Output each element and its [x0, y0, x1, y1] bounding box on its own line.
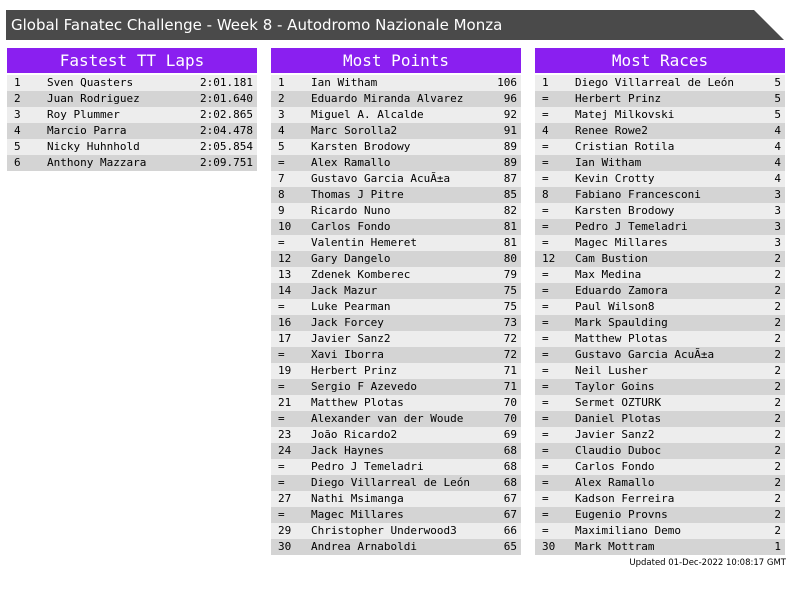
value-cell: 66 — [503, 524, 517, 537]
position-cell: 13 — [278, 268, 292, 281]
position-cell: = — [542, 524, 549, 537]
position-cell: = — [542, 396, 549, 409]
position-cell: 19 — [278, 364, 292, 377]
driver-name-cell: Ian Witham — [311, 76, 378, 89]
position-cell: = — [542, 492, 549, 505]
driver-name-cell: Luke Pearman — [311, 300, 391, 313]
driver-name-cell: Jack Forcey — [311, 316, 384, 329]
table-row — [7, 75, 257, 91]
value-cell: 2 — [774, 268, 781, 281]
table-row — [271, 507, 521, 523]
table-row — [271, 283, 521, 299]
table-row — [271, 123, 521, 139]
table-row — [271, 75, 521, 91]
value-cell: 96 — [503, 92, 517, 105]
table-row — [535, 507, 785, 523]
driver-name-cell: Gary Dangelo — [311, 252, 391, 265]
value-cell: 2 — [774, 364, 781, 377]
position-cell: 30 — [278, 540, 292, 553]
position-cell: 1 — [278, 76, 285, 89]
driver-name-cell: Diego Villarreal de León — [575, 76, 734, 89]
table-row — [271, 427, 521, 443]
driver-name-cell: Sermet OZTURK — [575, 396, 662, 409]
fastest-tt-laps-list — [7, 75, 257, 171]
driver-name-cell: Herbert Prinz — [311, 364, 398, 377]
value-cell: 68 — [503, 476, 517, 489]
position-cell: 12 — [542, 252, 556, 265]
table-row — [271, 139, 521, 155]
value-cell: 2:09.751 — [200, 156, 253, 169]
driver-name-cell: Mark Mottram — [575, 540, 655, 553]
position-cell: = — [542, 332, 549, 345]
value-cell: 2 — [774, 524, 781, 537]
driver-name-cell: Gustavo Garcia AcuÃ±a — [311, 172, 451, 185]
table-row — [271, 363, 521, 379]
position-cell: 29 — [278, 524, 292, 537]
table-row — [271, 475, 521, 491]
position-cell: 30 — [542, 540, 556, 553]
table-row — [271, 459, 521, 475]
position-cell: = — [542, 284, 549, 297]
table-row — [271, 107, 521, 123]
position-cell: = — [278, 236, 285, 249]
most-races-list — [535, 75, 785, 555]
driver-name-cell: Cam Bustion — [575, 252, 648, 265]
position-cell: 10 — [278, 220, 292, 233]
table-row — [535, 203, 785, 219]
position-cell: 5 — [14, 140, 21, 153]
driver-name-cell: Kadson Ferreira — [575, 492, 675, 505]
table-row — [7, 155, 257, 171]
position-cell: = — [542, 476, 549, 489]
value-cell: 89 — [503, 156, 517, 169]
driver-name-cell: Marc Sorolla2 — [311, 124, 398, 137]
value-cell: 3 — [774, 204, 781, 217]
driver-name-cell: Sven Quasters — [47, 76, 134, 89]
table-row — [535, 475, 785, 491]
driver-name-cell: Eduardo Miranda Alvarez — [311, 92, 464, 105]
table-row — [535, 331, 785, 347]
driver-name-cell: Miguel A. Alcalde — [311, 108, 424, 121]
driver-name-cell: Magec Millares — [311, 508, 404, 521]
value-cell: 81 — [503, 236, 517, 249]
driver-name-cell: Pedro J Temeladri — [311, 460, 424, 473]
value-cell: 68 — [503, 460, 517, 473]
table-row — [271, 491, 521, 507]
position-cell: 9 — [278, 204, 285, 217]
value-cell: 82 — [503, 204, 517, 217]
table-row — [535, 75, 785, 91]
position-cell: 3 — [14, 108, 21, 121]
driver-name-cell: Kevin Crotty — [575, 172, 655, 185]
driver-name-cell: Ricardo Nuno — [311, 204, 391, 217]
most-points-panel — [271, 48, 521, 555]
driver-name-cell: Valentin Hemeret — [311, 236, 417, 249]
position-cell: 8 — [542, 188, 549, 201]
driver-name-cell: Jack Haynes — [311, 444, 384, 457]
value-cell: 2 — [774, 412, 781, 425]
table-row — [271, 411, 521, 427]
position-cell: = — [542, 140, 549, 153]
driver-name-cell: Max Medina — [575, 268, 642, 281]
table-row — [271, 331, 521, 347]
position-cell: 4 — [542, 124, 549, 137]
table-row — [535, 411, 785, 427]
value-cell: 65 — [503, 540, 517, 553]
value-cell: 71 — [503, 364, 517, 377]
most-races-header: Most Races — [535, 48, 785, 73]
value-cell: 72 — [503, 348, 517, 361]
table-row — [535, 395, 785, 411]
table-row — [535, 107, 785, 123]
position-cell: = — [542, 412, 549, 425]
value-cell: 75 — [503, 300, 517, 313]
table-row — [535, 251, 785, 267]
value-cell: 3 — [774, 188, 781, 201]
value-cell: 73 — [503, 316, 517, 329]
position-cell: = — [542, 236, 549, 249]
driver-name-cell: Nathi Msimanga — [311, 492, 404, 505]
table-row — [7, 123, 257, 139]
table-row — [535, 219, 785, 235]
table-row — [535, 299, 785, 315]
position-cell: 1 — [14, 76, 21, 89]
driver-name-cell: Alex Ramallo — [311, 156, 391, 169]
table-row — [535, 539, 785, 555]
table-row — [271, 251, 521, 267]
table-row — [535, 91, 785, 107]
value-cell: 2 — [774, 380, 781, 393]
driver-name-cell: Mark Spaulding — [575, 316, 668, 329]
position-cell: 2 — [278, 92, 285, 105]
position-cell: 8 — [278, 188, 285, 201]
table-row — [535, 491, 785, 507]
value-cell: 70 — [503, 396, 517, 409]
position-cell: = — [278, 412, 285, 425]
driver-name-cell: Thomas J Pitre — [311, 188, 404, 201]
value-cell: 2 — [774, 428, 781, 441]
table-row — [271, 219, 521, 235]
driver-name-cell: Nicky Huhnhold — [47, 140, 140, 153]
position-cell: = — [278, 508, 285, 521]
driver-name-cell: Claudio Duboc — [575, 444, 662, 457]
driver-name-cell: Zdenek Komberec — [311, 268, 411, 281]
table-row — [535, 379, 785, 395]
value-cell: 3 — [774, 236, 781, 249]
table-row — [535, 171, 785, 187]
value-cell: 75 — [503, 284, 517, 297]
value-cell: 2 — [774, 348, 781, 361]
value-cell: 4 — [774, 140, 781, 153]
value-cell: 69 — [503, 428, 517, 441]
value-cell: 2 — [774, 252, 781, 265]
table-row — [535, 315, 785, 331]
value-cell: 2:01.181 — [200, 76, 253, 89]
value-cell: 2:05.854 — [200, 140, 253, 153]
position-cell: 7 — [278, 172, 285, 185]
value-cell: 2 — [774, 492, 781, 505]
value-cell: 5 — [774, 76, 781, 89]
driver-name-cell: Jack Mazur — [311, 284, 378, 297]
driver-name-cell: Maximiliano Demo — [575, 524, 681, 537]
driver-name-cell: Magec Millares — [575, 236, 668, 249]
value-cell: 2 — [774, 444, 781, 457]
value-cell: 1 — [774, 540, 781, 553]
driver-name-cell: Paul Wilson8 — [575, 300, 655, 313]
value-cell: 106 — [497, 76, 517, 89]
table-row — [271, 203, 521, 219]
value-cell: 2 — [774, 396, 781, 409]
position-cell: = — [542, 460, 549, 473]
table-row — [535, 363, 785, 379]
table-row — [7, 91, 257, 107]
driver-name-cell: Ian Witham — [575, 156, 642, 169]
most-points-list — [271, 75, 521, 555]
value-cell: 71 — [503, 380, 517, 393]
position-cell: = — [542, 316, 549, 329]
driver-name-cell: Eduardo Zamora — [575, 284, 668, 297]
value-cell: 72 — [503, 332, 517, 345]
position-cell: = — [542, 380, 549, 393]
table-row — [535, 459, 785, 475]
table-row — [535, 123, 785, 139]
value-cell: 80 — [503, 252, 517, 265]
position-cell: = — [542, 348, 549, 361]
driver-name-cell: Gustavo Garcia AcuÃ±a — [575, 348, 715, 361]
driver-name-cell: Renee Rowe2 — [575, 124, 648, 137]
page-banner — [6, 10, 784, 40]
driver-name-cell: Cristian Rotila — [575, 140, 675, 153]
driver-name-cell: Pedro J Temeladri — [575, 220, 688, 233]
position-cell: = — [542, 156, 549, 169]
value-cell: 91 — [503, 124, 517, 137]
table-row — [271, 155, 521, 171]
driver-name-cell: Eugenio Provns — [575, 508, 668, 521]
position-cell: = — [542, 268, 549, 281]
table-row — [271, 267, 521, 283]
table-row — [535, 523, 785, 539]
value-cell: 87 — [503, 172, 517, 185]
value-cell: 4 — [774, 124, 781, 137]
table-row — [7, 139, 257, 155]
position-cell: 6 — [14, 156, 21, 169]
table-row — [271, 395, 521, 411]
position-cell: = — [542, 204, 549, 217]
driver-name-cell: Sergio F Azevedo — [311, 380, 417, 393]
fastest-tt-laps-panel — [7, 48, 257, 171]
table-row — [535, 427, 785, 443]
position-cell: 5 — [278, 140, 285, 153]
position-cell: 3 — [278, 108, 285, 121]
driver-name-cell: Fabiano Francesconi — [575, 188, 701, 201]
position-cell: 4 — [278, 124, 285, 137]
table-row — [271, 171, 521, 187]
position-cell: = — [542, 220, 549, 233]
driver-name-cell: Daniel Plotas — [575, 412, 662, 425]
value-cell: 2:04.478 — [200, 124, 253, 137]
table-row — [535, 235, 785, 251]
value-cell: 2 — [774, 508, 781, 521]
position-cell: 1 — [542, 76, 549, 89]
table-row — [271, 235, 521, 251]
table-row — [271, 187, 521, 203]
table-row — [535, 155, 785, 171]
driver-name-cell: Matej Milkovski — [575, 108, 675, 121]
driver-name-cell: Xavi Iborra — [311, 348, 384, 361]
value-cell: 4 — [774, 172, 781, 185]
position-cell: = — [542, 508, 549, 521]
position-cell: = — [278, 300, 285, 313]
position-cell: = — [542, 364, 549, 377]
position-cell: = — [542, 300, 549, 313]
table-row — [271, 299, 521, 315]
table-row — [535, 267, 785, 283]
position-cell: = — [542, 428, 549, 441]
driver-name-cell: Carlos Fondo — [311, 220, 391, 233]
most-races-panel — [535, 48, 785, 555]
value-cell: 4 — [774, 156, 781, 169]
position-cell: 2 — [14, 92, 21, 105]
value-cell: 2 — [774, 284, 781, 297]
value-cell: 68 — [503, 444, 517, 457]
position-cell: 23 — [278, 428, 292, 441]
driver-name-cell: Andrea Arnaboldi — [311, 540, 417, 553]
value-cell: 92 — [503, 108, 517, 121]
position-cell: = — [542, 172, 549, 185]
table-row — [271, 523, 521, 539]
position-cell: 21 — [278, 396, 292, 409]
value-cell: 67 — [503, 492, 517, 505]
value-cell: 2 — [774, 460, 781, 473]
position-cell: 24 — [278, 444, 292, 457]
value-cell: 3 — [774, 220, 781, 233]
position-cell: = — [278, 348, 285, 361]
driver-name-cell: Alexander van der Woude — [311, 412, 464, 425]
driver-name-cell: Anthony Mazzara — [47, 156, 147, 169]
table-row — [535, 443, 785, 459]
value-cell: 79 — [503, 268, 517, 281]
driver-name-cell: Marcio Parra — [47, 124, 127, 137]
value-cell: 70 — [503, 412, 517, 425]
value-cell: 2 — [774, 332, 781, 345]
table-row — [535, 139, 785, 155]
driver-name-cell: Diego Villarreal de León — [311, 476, 470, 489]
position-cell: = — [278, 156, 285, 169]
driver-name-cell: Herbert Prinz — [575, 92, 662, 105]
value-cell: 2 — [774, 316, 781, 329]
value-cell: 2:02.865 — [200, 108, 253, 121]
driver-name-cell: Javier Sanz2 — [311, 332, 391, 345]
driver-name-cell: Taylor Goins — [575, 380, 655, 393]
position-cell: = — [278, 460, 285, 473]
value-cell: 2:01.640 — [200, 92, 253, 105]
driver-name-cell: Christopher Underwood3 — [311, 524, 457, 537]
driver-name-cell: Roy Plummer — [47, 108, 120, 121]
value-cell: 89 — [503, 140, 517, 153]
table-row — [271, 443, 521, 459]
most-points-header: Most Points — [271, 48, 521, 73]
value-cell: 81 — [503, 220, 517, 233]
table-row — [535, 347, 785, 363]
table-row — [271, 347, 521, 363]
table-row — [535, 283, 785, 299]
fastest-tt-laps-header: Fastest TT Laps — [7, 48, 257, 73]
driver-name-cell: Carlos Fondo — [575, 460, 655, 473]
position-cell: 14 — [278, 284, 292, 297]
value-cell: 2 — [774, 476, 781, 489]
position-cell: = — [278, 380, 285, 393]
table-row — [535, 187, 785, 203]
driver-name-cell: Javier Sanz2 — [575, 428, 655, 441]
table-row — [271, 539, 521, 555]
driver-name-cell: Matthew Plotas — [311, 396, 404, 409]
table-row — [7, 107, 257, 123]
position-cell: = — [542, 444, 549, 457]
value-cell: 5 — [774, 92, 781, 105]
position-cell: 4 — [14, 124, 21, 137]
position-cell: = — [542, 92, 549, 105]
driver-name-cell: Neil Lusher — [575, 364, 648, 377]
table-row — [271, 379, 521, 395]
driver-name-cell: Karsten Brodowy — [575, 204, 675, 217]
position-cell: 16 — [278, 316, 292, 329]
value-cell: 2 — [774, 300, 781, 313]
updated-timestamp: Updated 01-Dec-2022 10:08:17 GMT — [629, 558, 786, 568]
table-row — [271, 91, 521, 107]
driver-name-cell: João Ricardo2 — [311, 428, 398, 441]
position-cell: 17 — [278, 332, 292, 345]
driver-name-cell: Karsten Brodowy — [311, 140, 411, 153]
position-cell: = — [278, 476, 285, 489]
driver-name-cell: Matthew Plotas — [575, 332, 668, 345]
position-cell: 27 — [278, 492, 292, 505]
position-cell: = — [542, 108, 549, 121]
value-cell: 67 — [503, 508, 517, 521]
value-cell: 5 — [774, 108, 781, 121]
value-cell: 85 — [503, 188, 517, 201]
position-cell: 12 — [278, 252, 292, 265]
driver-name-cell: Juan Rodriguez — [47, 92, 140, 105]
table-row — [271, 315, 521, 331]
page-title: Global Fanatec Challenge - Week 8 - Autodromo Nazionale Monza — [11, 16, 503, 34]
driver-name-cell: Alex Ramallo — [575, 476, 655, 489]
